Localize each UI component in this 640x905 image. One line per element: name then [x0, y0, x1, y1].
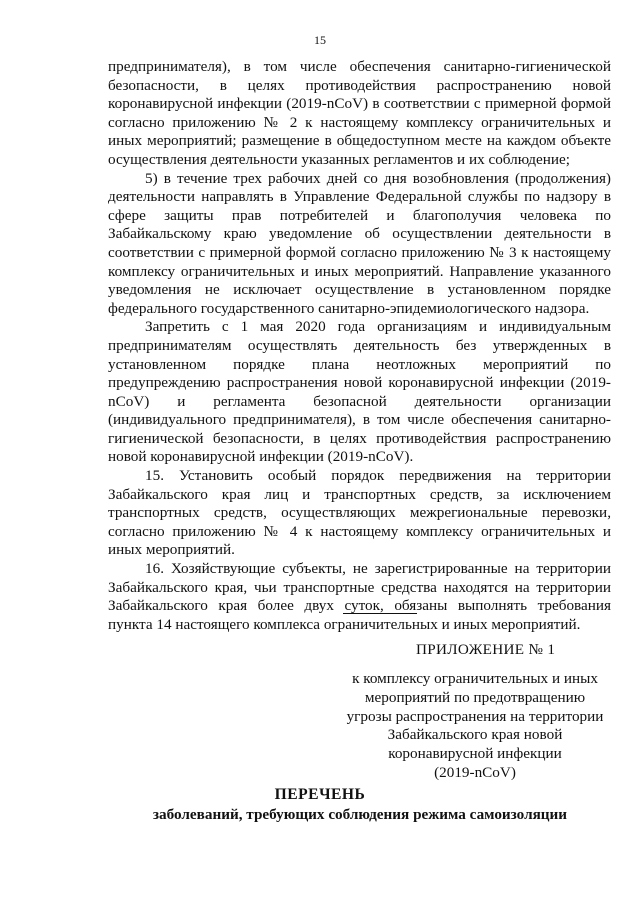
list-heading: ПЕРЕЧЕНЬ [274, 786, 366, 803]
appendix-caption-line: Забайкальского края новой [387, 726, 563, 744]
paragraph-item-5: 5) в течение трех рабочих дней со дня возобновления (продолжения) деятельности направлять в Управление Федеральной службы по надзору в сфере защиты прав потребителей и благополучия человека по Забайкальскому краю уведомление об осуществлении деятельности в соответствии с примерной формой согласно приложению № 3 к настоящему комплексу ограничительных и иных мероприятий. Направление указанного уведомления не исключает осуществление в установленном порядке федерального государственного санитарно-эпидемиологического надзора. [108, 169, 611, 317]
appendix-caption-line: (2019-nCoV) [434, 763, 516, 781]
paragraph-continuation: предпринимателя), в том числе обеспечения санитарно-гигиенической безопасности, в целях противодействия распространению новой коронавирусной инфекции (2019-nCoV) в соответствии с примерной формой согласно приложению № 2 к настоящему комплексу ограничительных и иных мероприятий; размещение в общедоступном месте на каждом объекте осуществления деятельности указанных регламентов и их соблюдение; [108, 58, 611, 168]
appendix-title: ПРИЛОЖЕНИЕ № 1 [416, 641, 556, 658]
appendix-caption-line: угрозы распространения на территории [346, 707, 604, 725]
paragraph-item-15: 15. Установить особый порядок передвижения на территории Забайкальского края лиц и транспортных средств, за исключением транспортных средств, осуществляющих межрегиональные перевозки, согласно приложению № 4 к настоящему комплексу ограничительных и иных мероприятий. [108, 467, 611, 559]
page-number: 15 [314, 33, 326, 47]
list-subheading: заболеваний, требующих соблюдения режима самоизоляции [152, 806, 568, 823]
section-separator [343, 613, 417, 614]
paragraph-item-16: 16. Хозяйствующие субъекты, не зарегистрированные на территории Забайкальского края, чьи транспортные средства находятся на территории Забайкальского края более двух суток, обязаны выполнять требования пункта 14 настоящего комплекса ограничительных и иных мероприятий. [108, 560, 611, 633]
appendix-caption [340, 670, 610, 783]
appendix-caption-line: мероприятий по предотвращению [364, 688, 586, 706]
appendix-caption-line: коронавирусной инфекции [388, 745, 562, 763]
paragraph-prohibition: Запретить с 1 мая 2020 года организациям и индивидуальным предпринимателям осуществлять деятельность без утвержденных в установленном порядке плана неотложных мероприятий по предупреждению распространения новой коронавирусной инфекции (2019-nCoV) и регламента безопасной деятельности организации (индивидуального предпринимателя), в том числе обеспечения санитарно-гигиенической безопасности, в целях противодействия распространению новой коронавирусной инфекции (2019-nCoV). [108, 318, 611, 466]
appendix-caption-line: к комплексу ограничительных и иных [352, 670, 598, 687]
document-body [108, 58, 611, 634]
